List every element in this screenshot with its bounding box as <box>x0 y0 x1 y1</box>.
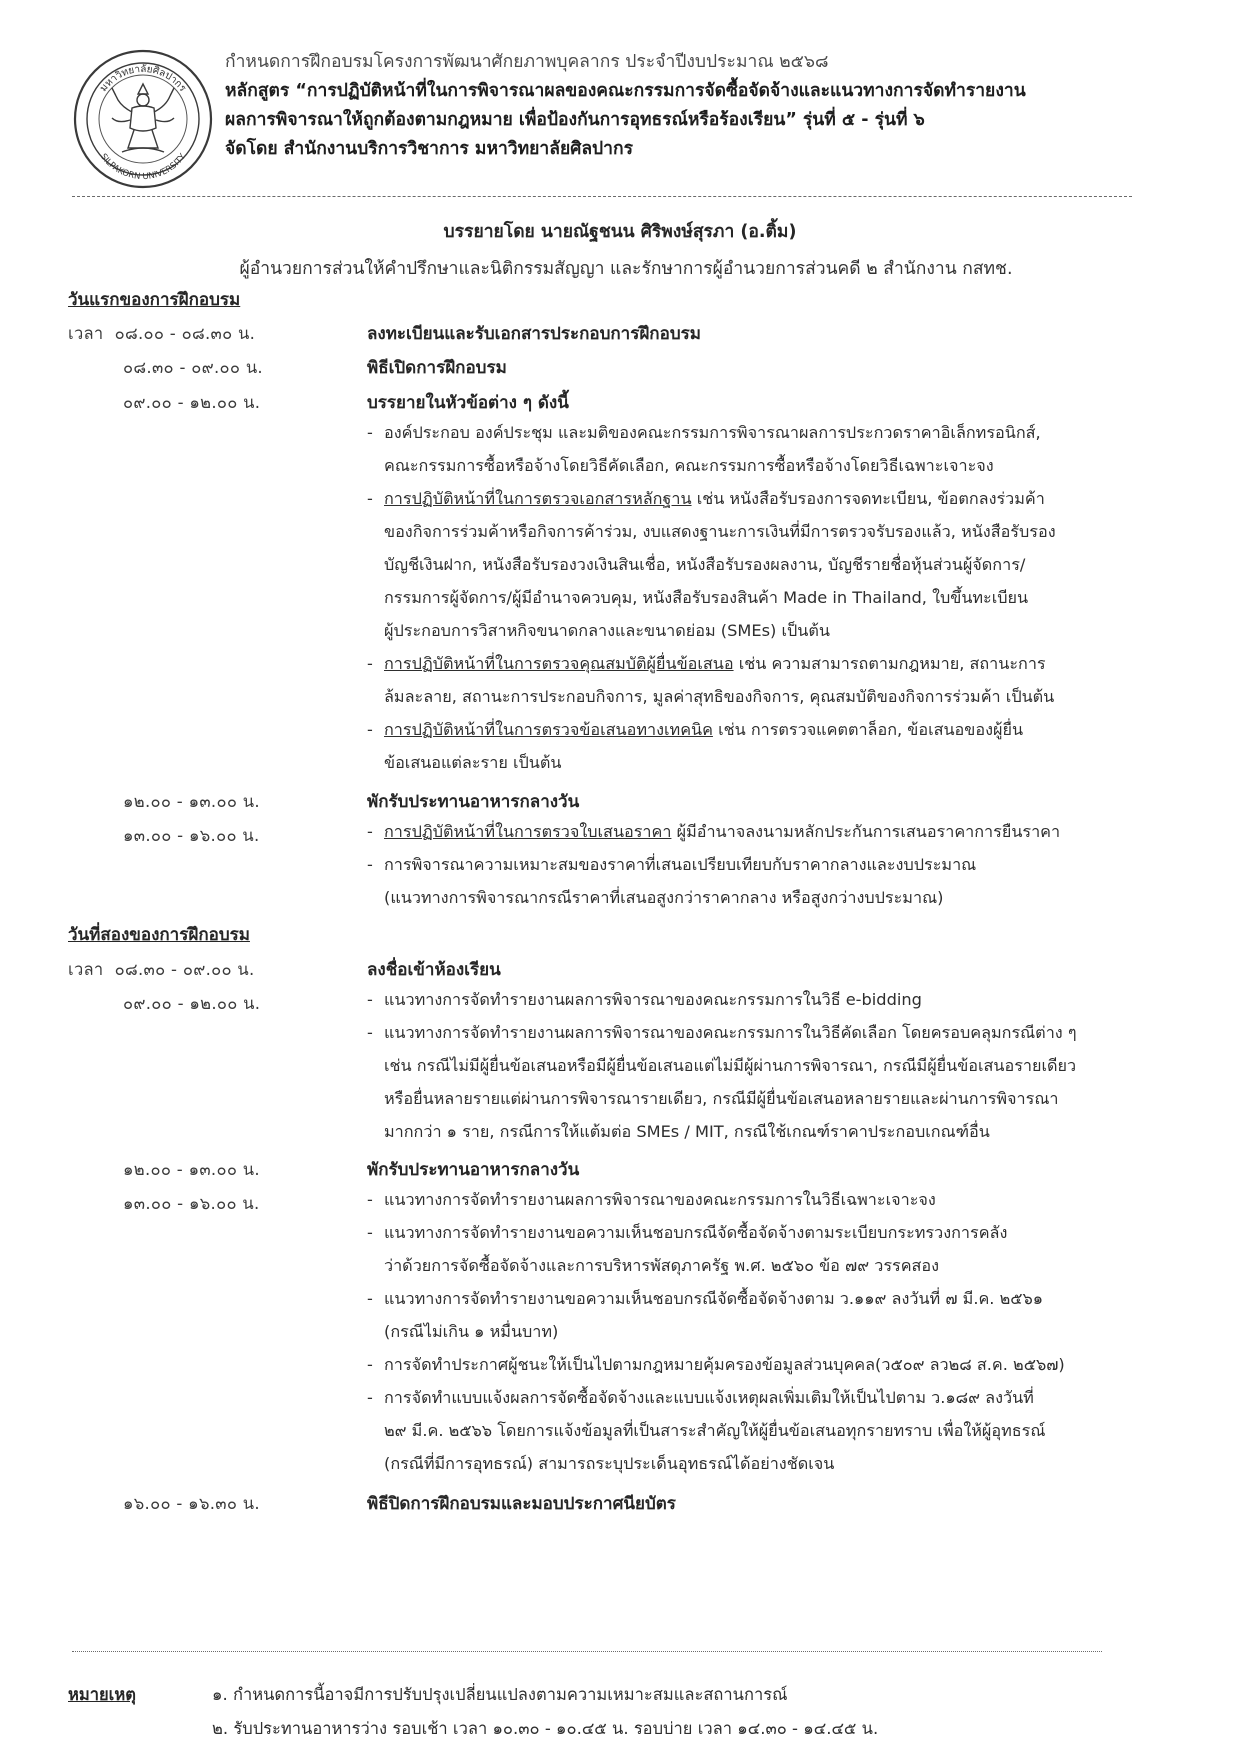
day2-time-4: ๑๖.๐๐ - ๑๖.๓๐ น. <box>123 1494 260 1513</box>
svg-text:SILPAKORN UNIVERSITY <box>98 151 188 182</box>
day2-topic-closing: พิธีปิดการฝึกอบรมและมอบประกาศนียบัตร <box>367 1494 676 1514</box>
day1-bullet-1: - องค์ประกอบ องค์ประชุม และมติของคณะกรรมการพิจารณาผลการประกวดราคาอิเล็กทรอนิกส์, คณะกรรมการซื้อหรือจ้างโดยวิธีคัดเลือก, คณะกรรมการซื้อหรือจ้างโดยวิธีเฉพาะเจาะจง <box>367 423 1041 475</box>
underlined-topic: การปฏิบัติหน้าที่ในการตรวจคุณสมบัติผู้ยื่นข้อเสนอ <box>384 654 734 673</box>
day1-afternoon-bullet-2: - การพิจารณาความเหมาะสมของราคาที่เสนอเปรียบเทียบกับราคากลางและงบประมาณ (แนวทางการพิจารณากรณีราคาที่เสนอสูงกว่าราคากลาง หรือสูงกว่างบประมาณ) <box>367 855 977 907</box>
day1-time-2: ๐๙.๐๐ - ๑๒.๐๐ น. <box>123 393 261 412</box>
time-label: เวลา <box>68 324 104 343</box>
day2-time-2: ๑๒.๐๐ - ๑๓.๐๐ น. <box>123 1160 260 1179</box>
day1-time-3: ๑๒.๐๐ - ๑๓.๐๐ น. <box>123 792 260 811</box>
lecturer-name: บรรยายโดย นายณัฐชนน ศิริพงษ์สุรภา (อ.ติ้ม) <box>443 222 797 242</box>
day2-afternoon-bullet-4: - การจัดทำประกาศผู้ชนะให้เป็นไปตามกฎหมายคุ้มครองข้อมูลส่วนบุคคล(ว๕๐๙ ลว๒๘ ส.ค. ๒๕๖๗) <box>367 1355 1065 1374</box>
day2-time-0: เวลา ๐๘.๓๐ - ๐๙.๐๐ น. <box>68 957 255 983</box>
day2-time-1: ๐๙.๐๐ - ๑๒.๐๐ น. <box>123 994 261 1013</box>
day2-bullet-1: - แนวทางการจัดทำรายงานผลการพิจารณาของคณะกรรมการในวิธี e-bidding <box>367 990 922 1009</box>
footer-divider <box>72 1651 1102 1652</box>
day1-topic-lecture: บรรยายในหัวข้อต่าง ๆ ดังนี้ <box>367 393 569 413</box>
seal-text-bottom: SILPAKORN UNIVERSITY <box>97 152 189 183</box>
day2-heading: วันที่สองของการฝึกอบรม <box>68 925 250 945</box>
day2-topic-checkin: ลงชื่อเข้าห้องเรียน <box>367 960 501 980</box>
day1-topic-registration: ลงทะเบียนและรับเอกสารประกอบการฝึกอบรม <box>367 324 701 344</box>
day1-bullet-3: - การปฏิบัติหน้าที่ในการตรวจคุณสมบัติผู้ยื่นข้อเสนอ เช่น ความสามารถตามกฎหมาย, สถานะการ ล้มละลาย, สถานะการประกอบกิจการ, มูลค่าสุทธิของกิจการ, คุณสมบัติของกิจการร่วมค้า เป็นต้น <box>367 654 1055 706</box>
note-item-2: ๒. รับประทานอาหารว่าง รอบเช้า เวลา ๑๐.๓๐ - ๑๐.๔๕ น. รอบบ่าย เวลา ๑๔.๓๐ - ๑๔.๔๕ น. <box>212 1719 879 1738</box>
day1-topic-lunch: พักรับประทานอาหารกลางวัน <box>367 792 580 812</box>
note-item-1: ๑. กำหนดการนี้อาจมีการปรับปรุงเปลี่ยนแปลงตามความเหมาะสมและสถานการณ์ <box>212 1685 788 1704</box>
lecturer-position: ผู้อำนวยการส่วนให้คำปรึกษาและนิติกรรมสัญญา และรักษาการผู้อำนวยการส่วนคดี ๒ สำนักงาน กสทช. <box>239 259 1013 279</box>
day2-topic-lunch: พักรับประทานอาหารกลางวัน <box>367 1160 580 1180</box>
underlined-topic: การปฏิบัติหน้าที่ในการตรวจเอกสารหลักฐาน <box>384 489 692 508</box>
day1-afternoon-bullet-1: - การปฏิบัติหน้าที่ในการตรวจใบเสนอราคา ผู้มีอำนาจลงนามหลักประกันการเสนอราคาการยืนราคา <box>367 822 1061 841</box>
day1-time-1: ๐๘.๓๐ - ๐๙.๐๐ น. <box>123 358 263 377</box>
underlined-topic: การปฏิบัติหน้าที่ในการตรวจข้อเสนอทางเทคนิค <box>384 720 713 739</box>
day1-bullet-4: - การปฏิบัติหน้าที่ในการตรวจข้อเสนอทางเทคนิค เช่น การตรวจแคตตาล็อก, ข้อเสนอของผู้ยื่น ข้อเสนอแต่ละราย เป็นต้น <box>367 720 1024 772</box>
day1-heading: วันแรกของการฝึกอบรม <box>68 290 241 310</box>
day2-afternoon-bullet-5: - การจัดทำแบบแจ้งผลการจัดซื้อจัดจ้างและแบบแจ้งเหตุผลเพิ่มเติมให้เป็นไปตาม ว.๑๘๙ ลงวันที่ ๒๙ มี.ค. ๒๕๖๖ โดยการแจ้งข้อมูลที่เป็นสาระสำคัญให้ผู้ยื่นข้อเสนอทุกรายทราบ เพื่อให้ผู้อุทธรณ์ (กรณีที่มีการอุทธรณ์) สามารถระบุประเด็นอุทธรณ์ได้อย่างชัดเจน <box>367 1388 1046 1473</box>
header-line-course-cont: ผลการพิจารณาให้ถูกต้องตามกฎหมาย เพื่อป้องกันการอุทธรณ์หรือร้องเรียน” รุ่นที่ ๕ - รุ่นที่ ๖ <box>225 110 925 130</box>
header-line-schedule: กำหนดการฝึกอบรมโครงการพัฒนาศักยภาพบุคลากร ประจำปีงบประมาณ ๒๕๖๘ <box>225 52 829 72</box>
day1-time-4: ๑๓.๐๐ - ๑๖.๐๐ น. <box>123 826 260 845</box>
day2-bullet-2: - แนวทางการจัดทำรายงานผลการพิจารณาของคณะกรรมการในวิธีคัดเลือก โดยครอบคลุมกรณีต่าง ๆ เช่น กรณีไม่มีผู้ยื่นข้อเสนอหรือมีผู้ยื่นข้อเสนอแต่ไม่มีผู้ผ่านการพิจารณา, กรณีมีผู้ยื่นข้อเสนอรายเดียว หรือยื่นหลายรายแต่ผ่านการพิจารณารายเดียว, กรณีมีผู้ยื่นข้อเสนอหลายรายและผ่านการพิจารณา มากกว่า ๑ ราย, กรณีการให้แต้มต่อ SMEs / MIT, กรณีใช้เกณฑ์ราคาประกอบเกณฑ์อื่น <box>367 1023 1077 1141</box>
time-label: เวลา <box>68 960 104 979</box>
notes-heading: หมายเหตุ <box>68 1685 136 1704</box>
header-line-course: หลักสูตร “การปฏิบัติหน้าที่ในการพิจารณาผลของคณะกรรมการจัดซื้อจัดจ้างและแนวทางการจัดทำรายงาน <box>225 81 1026 101</box>
day1-bullet-2: - การปฏิบัติหน้าที่ในการตรวจเอกสารหลักฐาน เช่น หนังสือรับรองการจดทะเบียน, ข้อตกลงร่วมค้า ของกิจการร่วมค้าหรือกิจการค้าร่วม, งบแสดงฐานะการเงินที่มีการตรวจรับรองแล้ว, หนังสือรับรอง บัญชีเงินฝาก, หนังสือรับรองวงเงินสินเชื่อ, หนังสือรับรองผลงาน, บัญชีรายชื่อหุ้นส่วนผู้จัดการ/ กรรมการผู้จัดการ/ผู้มีอำนาจควบคุม, หนังสือรับรองสินค้า Made in Thailand, ใบขึ้นทะเบียน ผู้ประกอบการวิสาหกิจขนาดกลางและขนาดย่อม (SMEs) เป็นต้น <box>367 489 1056 640</box>
university-seal-logo <box>72 48 214 190</box>
day2-time-3: ๑๓.๐๐ - ๑๖.๐๐ น. <box>123 1194 260 1213</box>
day2-afternoon-bullet-3: - แนวทางการจัดทำรายงานขอความเห็นชอบกรณีจัดซื้อจัดจ้างตาม ว.๑๑๙ ลงวันที่ ๗ มี.ค. ๒๕๖๑ (กรณีไม่เกิน ๑ หมื่นบาท) <box>367 1289 1044 1341</box>
day2-afternoon-bullet-1: - แนวทางการจัดทำรายงานผลการพิจารณาของคณะกรรมการในวิธีเฉพาะเจาะจง <box>367 1190 936 1209</box>
day2-afternoon-bullet-2: - แนวทางการจัดทำรายงานขอความเห็นชอบกรณีจัดซื้อจัดจ้างตามระเบียบกระทรวงการคลัง ว่าด้วยการจัดซื้อจัดจ้างและการบริหารพัสดุภาครัฐ พ.ศ. ๒๕๖๐ ข้อ ๗๙ วรรคสอง <box>367 1223 1008 1275</box>
header-line-organizer: จัดโดย สำนักงานบริการวิชาการ มหาวิทยาลัยศิลปากร <box>225 139 633 159</box>
document-header <box>225 48 1185 164</box>
seal-text-top: มหาวิทยาลัยศิลปากร <box>98 63 188 95</box>
header-divider <box>72 196 1132 197</box>
underlined-topic: การปฏิบัติหน้าที่ในการตรวจใบเสนอราคา <box>384 822 672 841</box>
day1-time-0: เวลา ๐๘.๐๐ - ๐๘.๓๐ น. <box>68 321 255 347</box>
day1-topic-opening: พิธีเปิดการฝึกอบรม <box>367 358 507 378</box>
